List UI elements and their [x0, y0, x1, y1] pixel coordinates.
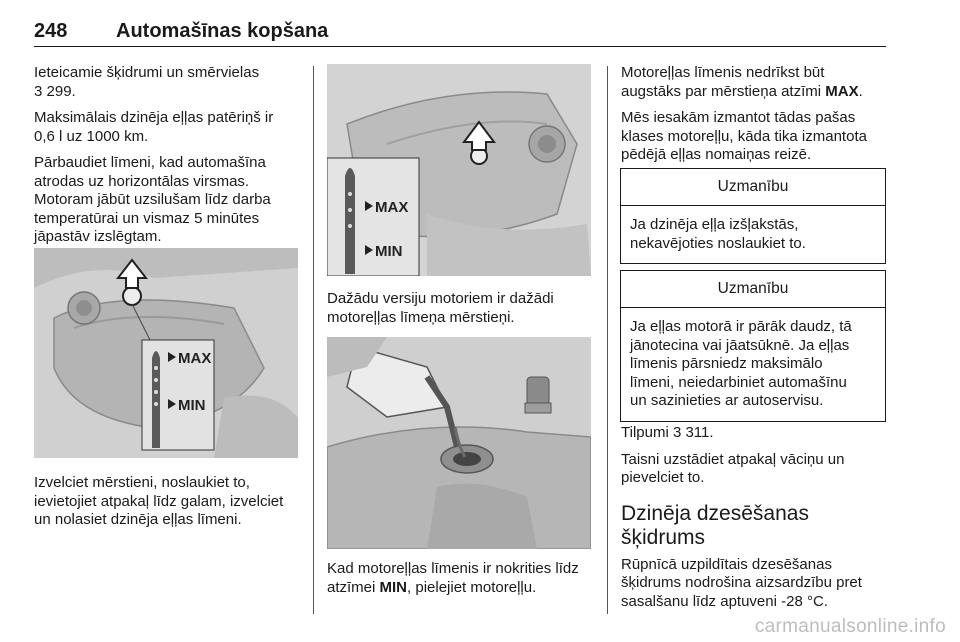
page-number: 248 [34, 20, 68, 42]
column-divider [313, 66, 314, 614]
paragraph: Ieteicamie šķidrumi un smērvielas 3 299. [34, 64, 260, 100]
arrow-ref-icon[interactable]: 3 [34, 82, 43, 100]
paragraph: Tilpumi 3 311. [621, 424, 714, 441]
figure-caption: Izvelciet mērstieni, noslaukiet to, ievietojiet atpakaļ līdz galam, izvelciet un nolasiet dzinēja eļļas līmeni. [34, 474, 284, 528]
fig-max-label: MAX [178, 350, 212, 367]
caution-title: Uzmanību [621, 169, 885, 206]
paragraph: Rūpnīcā uzpildītais dzesēšanas šķidrums nodrošina aizsardzību pret sasalšanu līdz aptuveni -28 °C. [621, 555, 862, 610]
caution-box: Uzmanību Ja dzinēja eļļa izšļakstās, nekavējoties noslaukiet to. [620, 168, 886, 264]
paragraph: Taisni uzstādiet atpakaļ vāciņu un pievelciet to. [621, 450, 845, 486]
column-3 [621, 64, 891, 173]
paragraph: Maksimālais dzinēja eļļas patēriņš ir 0,6 l uz 1000 km. [34, 109, 274, 145]
caution-box: Uzmanību Ja eļļas motorā ir pārāk daudz, tā jānotecina vai jāatsūknē. Ja eļļas līmenis pārsniedz maksimālo līmeni, neiedarbiniet automašīnu un sazinieties ar autoservisu. [620, 270, 886, 422]
column-divider [607, 66, 608, 614]
column-2-text-bottom: Kad motoreļļas līmenis ir nokrities līdz atzīmei MIN, pielejiet motoreļļu. [327, 560, 579, 596]
dipstick-cover-figure [327, 64, 591, 276]
page-header [34, 0, 886, 47]
fig-min-label: MIN [375, 243, 403, 260]
column-2-text: Dažādu versiju motoriem ir dažādi motoreļļas līmeņa mērstieņi. [327, 290, 554, 326]
page-title: Automašīnas kopšana [116, 20, 329, 42]
oil-pouring-figure [327, 337, 591, 549]
watermark: carmanualsonline.info [754, 616, 946, 637]
paragraph: Pārbaudiet līmeni, kad automašīna atrodas uz horizontālas virsmas. Motoram jābūt uzsilušam līdz darba temperatūrai un vismaz 5 minūtes jāpastāv izslēgtam. [34, 154, 271, 245]
section-heading: Dzinēja dzesēšanas šķidrums [621, 501, 809, 549]
arrow-ref-icon[interactable]: 3 [672, 424, 682, 441]
fig-min-label: MIN [178, 397, 206, 414]
fig-max-label: MAX [375, 199, 409, 216]
column-1 [34, 64, 304, 255]
paragraph: Motoreļļas līmenis nedrīkst būt augstāks par mērstieņa atzīmi MAX. [621, 64, 863, 100]
caution-title: Uzmanību [621, 271, 885, 308]
paragraph: Mēs iesakām izmantot tādas pašas klases motoreļļu, kāda tika izmantota pēdējā eļļas nomaiņas reizē. [621, 109, 867, 163]
column-3-bottom [621, 424, 891, 619]
dipstick-engine-figure [34, 248, 298, 458]
